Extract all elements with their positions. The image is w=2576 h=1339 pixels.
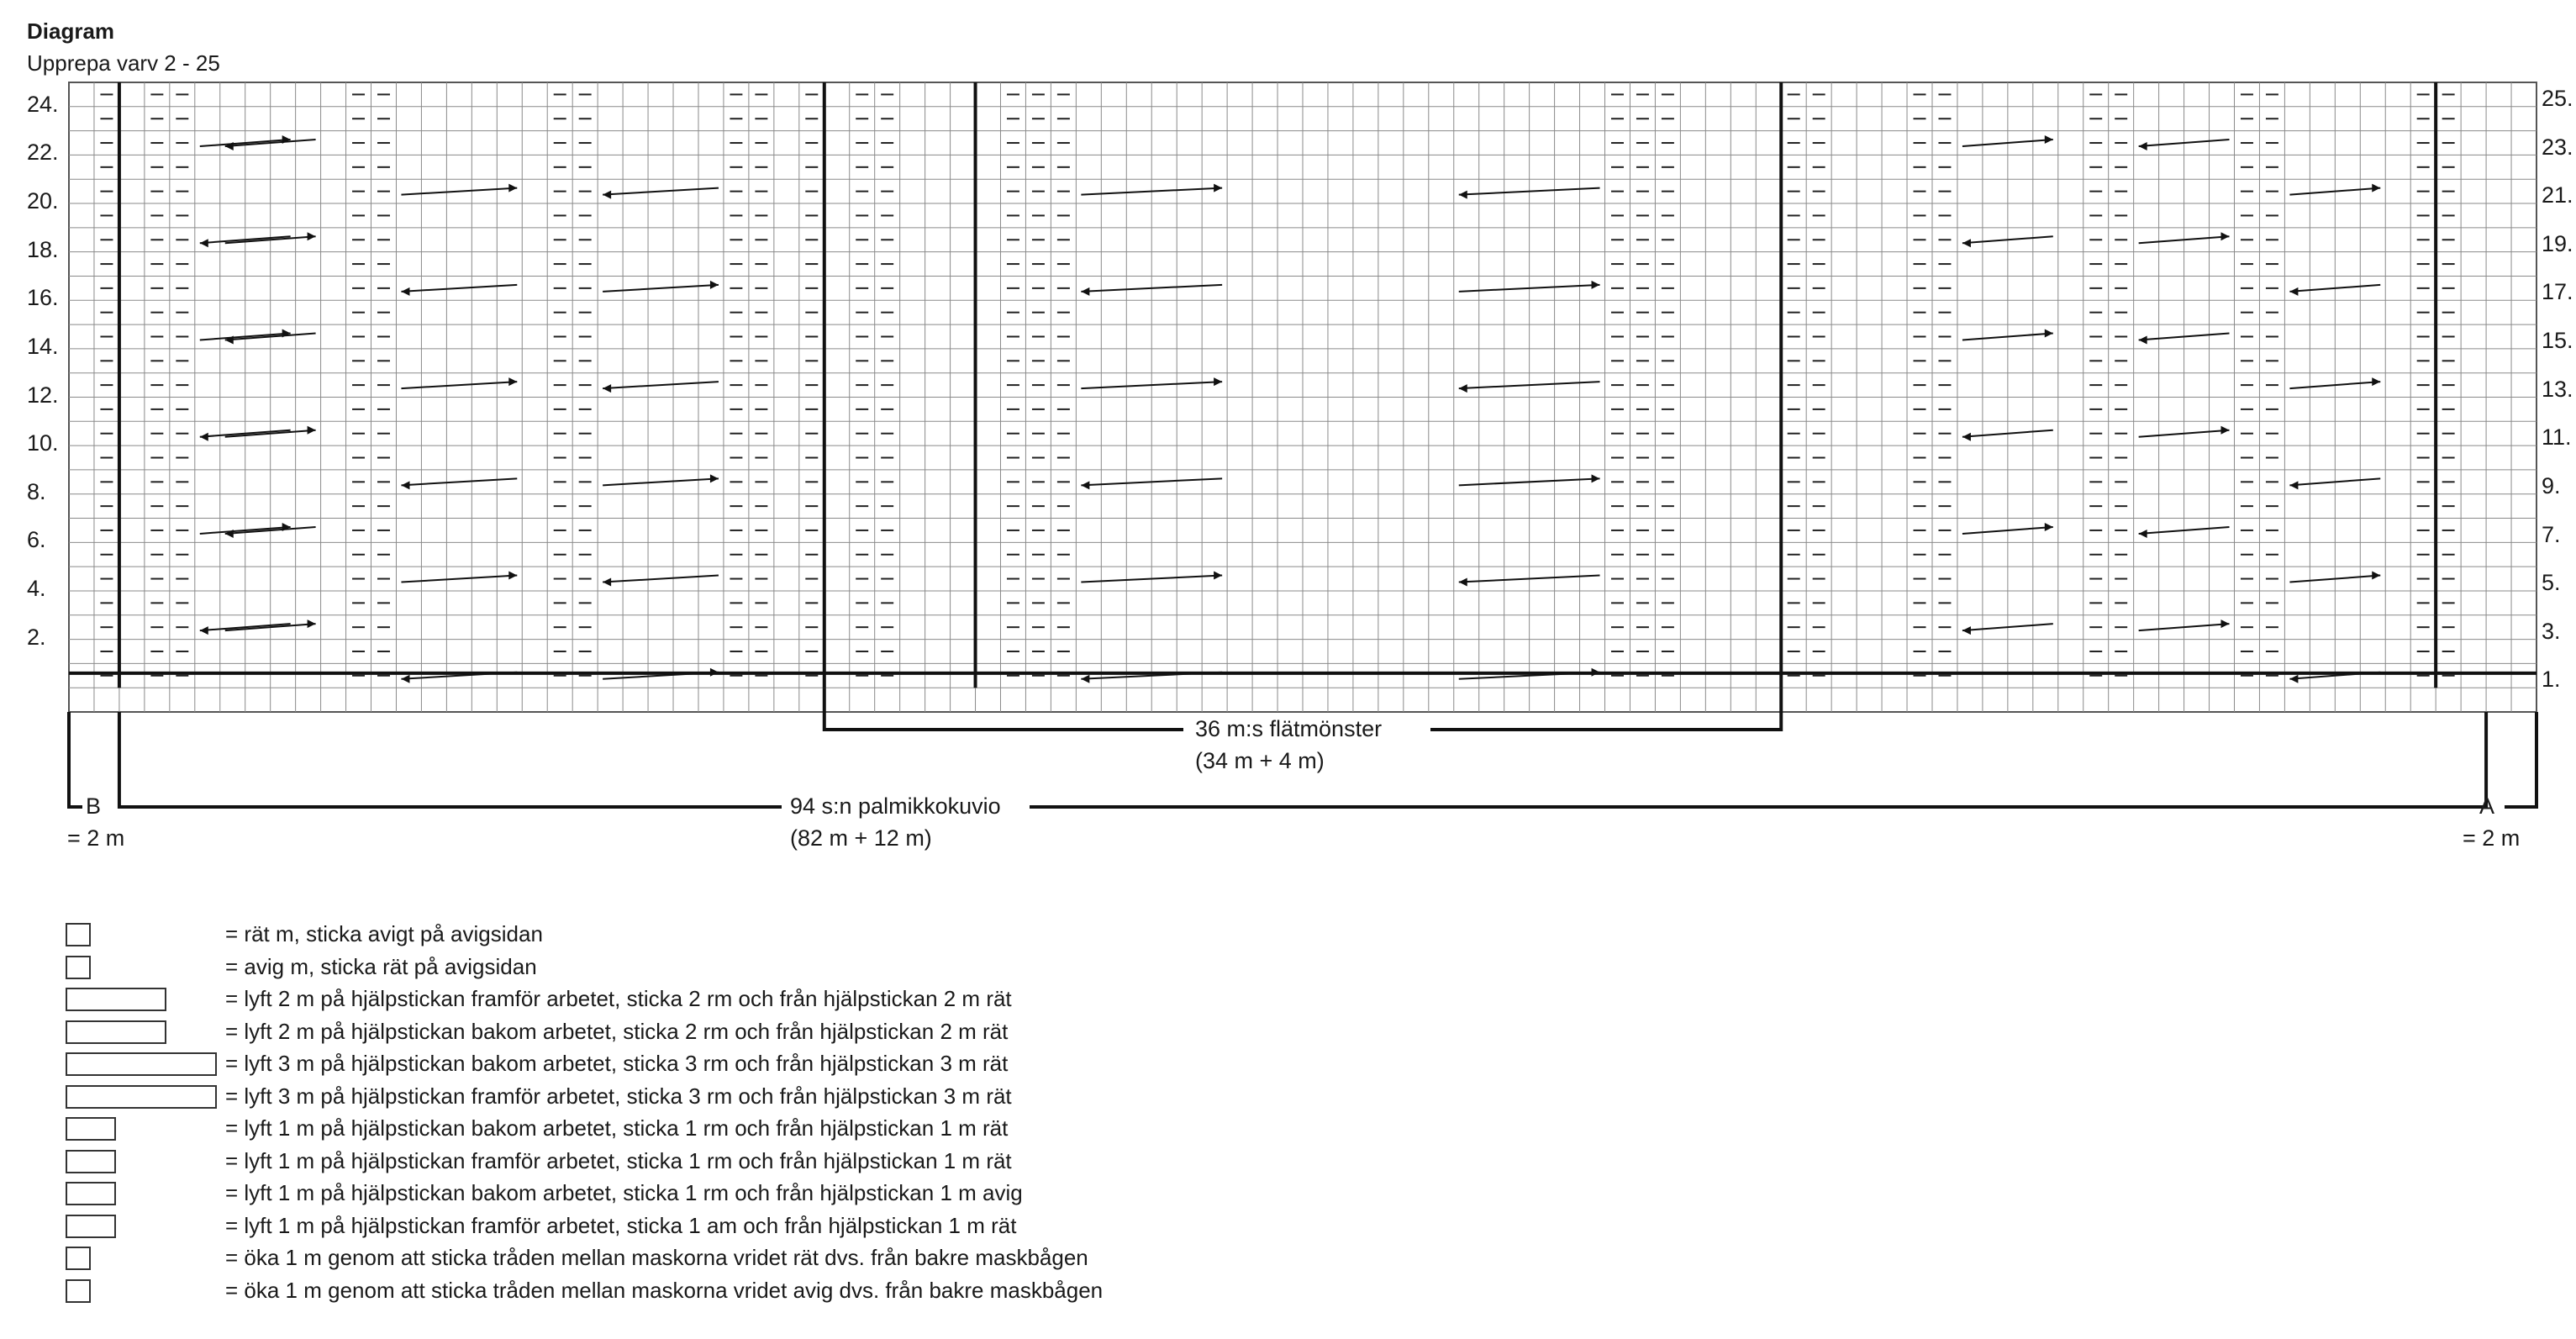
chart-subtitle: Upprepa varv 2 - 25 — [27, 50, 220, 76]
row-number-left: 20. — [27, 188, 59, 214]
row-number-left: 2. — [27, 624, 46, 650]
row-number-right: 1. — [2542, 667, 2561, 693]
row-number-right: 23. — [2542, 134, 2573, 160]
main-bracket-label: 94 s:n palmikkokuvio — [790, 793, 1001, 819]
row-number-right: 11. — [2542, 424, 2572, 451]
left-edge-bracket — [69, 712, 82, 807]
cable-3-front-icon — [66, 1085, 217, 1109]
legend-text: = lyft 1 m på hjälpstickan bakom arbetet, sticka 1 rm och från hjälpstickan 1 m avig — [225, 1180, 1023, 1205]
row-number-left: 22. — [27, 140, 59, 166]
legend-text: = lyft 1 m på hjälpstickan framför arbetet, sticka 1 rm och från hjälpstickan 1 m rät — [225, 1147, 1012, 1173]
cable-2-front-icon — [66, 988, 166, 1011]
row-number-right: 3. — [2542, 618, 2561, 644]
legend-text: = öka 1 m genom att sticka tråden mellan maskorna vridet rät dvs. från bakre maskbågen — [225, 1245, 1088, 1270]
right-edge-sub: = 2 m — [2463, 825, 2521, 851]
row-number-right: 19. — [2542, 230, 2573, 256]
row-number-left: 6. — [27, 527, 46, 553]
legend-text: = lyft 2 m på hjälpstickan framför arbetet, sticka 2 rm och från hjälpstickan 2 m rät — [225, 986, 1012, 1011]
row-number-left: 10. — [27, 430, 59, 456]
legend-text: = avig m, sticka rät på avigsidan — [225, 953, 537, 979]
cross-1-back-purl-icon — [66, 1182, 116, 1205]
row-number-left: 12. — [27, 382, 59, 408]
row-number-left: 16. — [27, 285, 59, 311]
chart-title: Diagram — [27, 18, 115, 44]
row-number-right: 5. — [2542, 570, 2561, 596]
row-number-right: 13. — [2542, 376, 2573, 402]
row-number-right: 15. — [2542, 328, 2573, 354]
row-number-left: 4. — [27, 575, 46, 601]
row-number-right: 7. — [2542, 521, 2561, 547]
main-bracket-sub: (82 m + 12 m) — [790, 825, 932, 851]
left-edge-sub: = 2 m — [67, 825, 125, 851]
legend-text: = lyft 3 m på hjälpstickan bakom arbetet, sticka 3 rm och från hjälpstickan 3 m rät — [225, 1051, 1009, 1076]
increase-knit-icon — [66, 1247, 91, 1270]
row-number-right: 17. — [2542, 279, 2573, 305]
knit-icon — [66, 923, 91, 946]
legend-text: = lyft 3 m på hjälpstickan framför arbetet, sticka 3 rm och från hjälpstickan 3 m rät — [225, 1083, 1012, 1109]
cross-1-front-purl-icon — [66, 1215, 116, 1238]
right-edge-letter: A — [2479, 793, 2495, 819]
row-number-left: 8. — [27, 478, 46, 504]
center-bracket-label: 36 m:s flätmönster — [1195, 716, 1383, 741]
row-number-left: 24. — [27, 91, 59, 117]
legend-text: = rät m, sticka avigt på avigsidan — [225, 921, 543, 946]
row-number-right: 21. — [2542, 182, 2573, 208]
cable-3-back-icon — [66, 1052, 217, 1076]
cross-1-back-icon — [66, 1117, 116, 1141]
cable-2-back-icon — [66, 1020, 166, 1044]
cross-1-front-icon — [66, 1150, 116, 1173]
increase-purl-icon — [66, 1279, 91, 1303]
row-number-right: 9. — [2542, 472, 2561, 498]
purl-icon — [66, 956, 91, 979]
row-number-left: 14. — [27, 333, 59, 359]
right-edge-bracket — [2505, 712, 2536, 807]
legend-text: = lyft 1 m på hjälpstickan bakom arbetet, sticka 1 rm och från hjälpstickan 1 m rät — [225, 1115, 1009, 1141]
row-number-left: 18. — [27, 236, 59, 262]
legend-text: = lyft 1 m på hjälpstickan framför arbetet, sticka 1 am och från hjälpstickan 1 m rät — [225, 1212, 1017, 1238]
legend-text: = lyft 2 m på hjälpstickan bakom arbetet, sticka 2 rm och från hjälpstickan 2 m rät — [225, 1018, 1009, 1044]
legend-text: = öka 1 m genom att sticka tråden mellan maskorna vridet avig dvs. från bakre maskbågen — [225, 1277, 1104, 1303]
row-number-right: 25. — [2542, 86, 2573, 111]
center-bracket-sub: (34 m + 4 m) — [1195, 748, 1325, 773]
left-edge-letter: B — [86, 793, 102, 819]
